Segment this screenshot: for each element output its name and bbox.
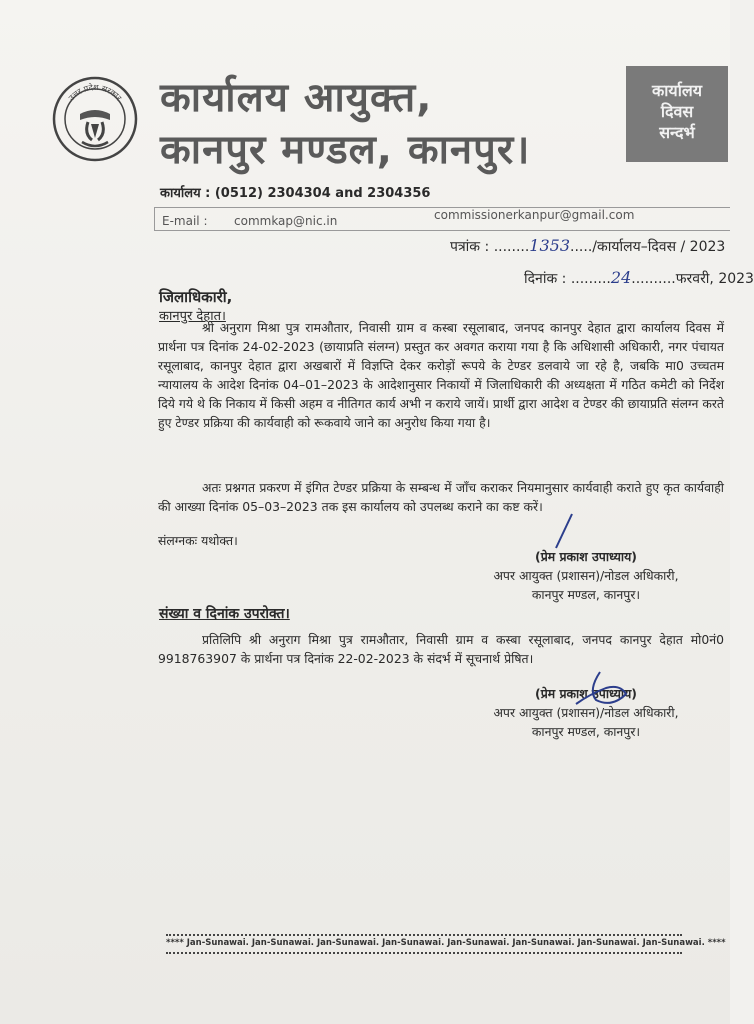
reference-label: पत्रांक : bbox=[450, 239, 490, 255]
email-secondary: commissionerkanpur@gmail.com bbox=[434, 208, 635, 222]
letter-date: दिनांक : .........24..........फरवरी, 2023 bbox=[524, 268, 754, 287]
office-title-line2: कानपुर मण्डल, कानपुर। bbox=[160, 127, 531, 173]
signatory-office: कानपुर मण्डल, कानपुर। bbox=[531, 724, 641, 739]
letter-reference: पत्रांक : ........1353...../कार्यालय–दिवस / 2023 bbox=[450, 236, 726, 255]
seal-line-2: दिवस bbox=[660, 102, 694, 121]
email-primary: commkap@nic.in bbox=[234, 214, 338, 228]
office-title-line1: कार्यालय आयुक्त, bbox=[160, 75, 433, 121]
reference-suffix: /कार्यालय–दिवस / 2023 bbox=[592, 239, 726, 255]
footer-divider-bottom bbox=[166, 952, 682, 954]
body-paragraph-1: श्री अनुराग मिश्रा पुत्र रामऔतार, निवासी ग्राम व कस्बा रसूलाबाद, जनपद कानपुर देहात द्वारा कार्यालय दिवस में प्रार्थना पत्र दिनांक 24-02-2023 (छायाप्रति संलग्न) प्रस्तुत कर अवगत कराया गया है कि अधिशासी अधिकारी, नगर पंचायत रसूलाबाद, कानपुर देहात द्वारा अखबारों में विज्ञप्ति देकर करोड़ों रूपये के टेण्डर डलवाये जा रहे है, जबकि मा0 उच्चतम न्यायालय के आदेश दिनांक 04–01–2023 के आदेशानुसार निकायों में जिलाधिकारी की अध्यक्षता में गठित कमेटी को निर्देश दिये गये थे कि निकाय में किसी अहम व नीतिगत कार्य अभी न कराये जायें। प्रार्थी द्वारा आदेश व टेण्डर की छायाप्रति संलग्न करते हुए टेण्डर प्रक्रिया की कार्यवाही को रूकवाये जाने का अनुरोध किया गया है। bbox=[158, 320, 724, 430]
enclosure-note: संलग्नकः यथोक्त। bbox=[158, 533, 238, 548]
copy-heading: संख्या व दिनांक उपरोक्त। bbox=[159, 606, 290, 622]
signatory-office: कानपुर मण्डल, कानपुर। bbox=[531, 587, 641, 602]
emblem-text: उत्तर प्रदेश सरकार bbox=[66, 82, 124, 103]
date-label: दिनांक : bbox=[524, 271, 567, 287]
addressee-location: कानपुर देहात। bbox=[159, 309, 226, 324]
footer-jan-sunawai: **** Jan-Sunawai. Jan-Sunawai. Jan-Sunawai. Jan-Sunawai. Jan-Sunawai. Jan-Sunawai. Jan-Sunawai. Jan-Sunawai. **** bbox=[166, 938, 726, 948]
signatory-designation: अपर आयुक्त (प्रशासन)/नोडल अधिकारी, bbox=[493, 705, 679, 720]
addressee-title: जिलाधिकारी, bbox=[159, 288, 233, 306]
date-day: 24 bbox=[610, 268, 632, 287]
body-paragraph-2: अतः प्रश्नगत प्रकरण में इंगित टेण्डर प्रक्रिया के सम्बन्ध में जाँच कराकर नियमानुसार कार्यवाही कराते हुए कृत कार्यवाही की आख्या दिनांक 05–03–2023 तक इस कार्यालय को उपलब्ध कराने का कष्ट करें। bbox=[158, 480, 724, 514]
footer-divider-top bbox=[166, 934, 682, 936]
email-label: E-mail : bbox=[162, 214, 208, 228]
date-suffix: फरवरी, 2023 bbox=[675, 271, 754, 287]
signatory-designation: अपर आयुक्त (प्रशासन)/नोडल अधिकारी, bbox=[493, 568, 679, 583]
reference-number: 1353 bbox=[529, 236, 571, 255]
copy-paragraph: प्रतिलिपि श्री अनुराग मिश्रा पुत्र रामऔतार, निवासी ग्राम व कस्बा रसूलाबाद, जनपद कानपुर देहात मो0नं0 9918763907 के प्रार्थना पत्र दिनांक 22-02-2023 के संदर्भ में सूचनार्थ प्रेषित। bbox=[158, 632, 724, 666]
signatory-name: (प्रेम प्रकाश उपाध्याय) bbox=[535, 686, 637, 701]
signatory-name: (प्रेम प्रकाश उपाध्याय) bbox=[535, 549, 637, 564]
office-phone: कार्यालय : (0512) 2304304 and 2304356 bbox=[160, 186, 431, 201]
seal-line-3: सन्दर्भ bbox=[659, 123, 695, 142]
seal-line-1: कार्यालय bbox=[652, 81, 702, 100]
